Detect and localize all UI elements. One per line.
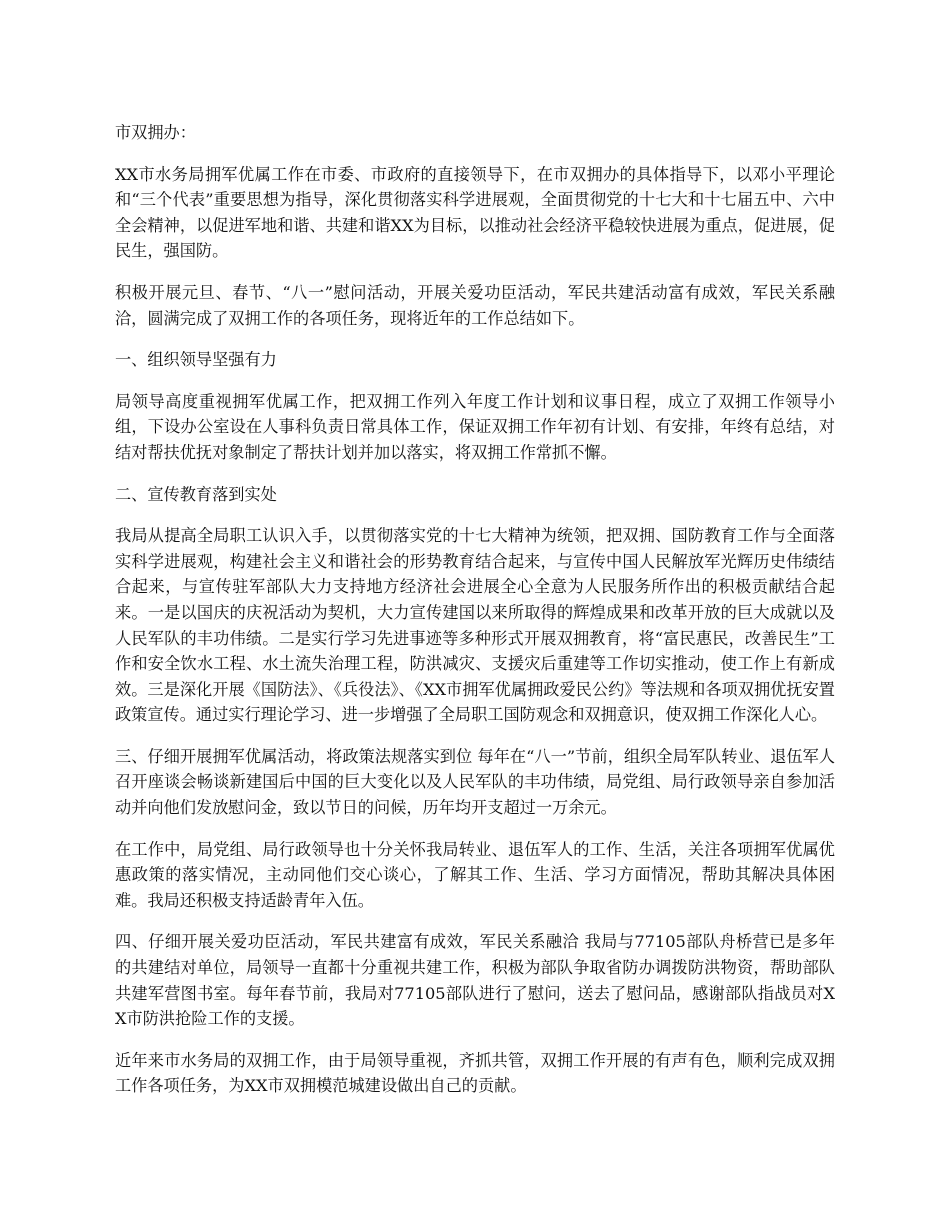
section-body-joint-building: 四、仔细开展关爱功臣活动，军民共建富有成效，军民关系融洽 我局与77105部队舟桥营已是多年的共建结对单位，局领导一直都十分重视共建工作，积极为部队争取省防办调拨防洪物资，帮助部队共建军营图书室。每年春节前，我局对77105部队进行了慰问，送去了慰问品，感谢部队指战员对XX市防洪抢险工作的支援。 — [115, 932, 835, 1029]
section-heading-education: 二、宣传教育落到实处 — [115, 484, 277, 504]
section-heading-organization: 一、组织领导坚强有力 — [115, 350, 277, 370]
section-body-support-activities: 三、仔细开展拥军优属活动，将政策法规落实到位 每年在“八一”节前，组织全局军队转业、退伍军人召开座谈会畅谈新建国后中国的巨大变化以及人民军队的丰功伟绩，局党组、局行政领导亲自参加活动并向他们发放慰问金，致以节日的问候，历年均开支超过一万余元。 — [115, 746, 835, 818]
closing-paragraph: 近年来市水务局的双拥工作，由于局领导重视，齐抓共管，双拥工作开展的有声有色，顺利完成双拥工作各项任务，为XX市双拥模范城建设做出自己的贡献。 — [115, 1050, 835, 1096]
section-body-education: 我局从提高全局职工认识入手，以贯彻落实党的十七大精神为统领，把双拥、国防教育工作与全面落实科学进展观，构建社会主义和谐社会的形势教育结合起来，与宣传中国人民解放军光辉历史伟绩结合起来，与宣传驻军部队大力支持地方经济社会进展全心全意为人民服务所作出的积极贡献结合起来。一是以国庆的庆祝活动为契机，大力宣传建国以来所取得的辉煌成果和改革开放的巨大成就以及人民军队的丰功伟绩。二是实行学习先进事迹等多种形式开展双拥教育，将“富民惠民，改善民生”工作和安全饮水工程、水土流失治理工程，防洪减灾、支援灾后重建等工作切实推动，使工作上有新成效。三是深化开展《国防法》、《兵役法》、《XX市拥军优属拥政爱民公约》等法规和各项双拥优抚安置政策宣传。通过实行理论学习、进一步增强了全局职工国防观念和双拥意识，使双拥工作深化人心。 — [115, 526, 835, 725]
summary-paragraph: 积极开展元旦、春节、“八一”慰问活动，开展关爱功臣活动，军民共建活动富有成效，军民关系融洽，圆满完成了双拥工作的各项任务，现将近年的工作总结如下。 — [115, 282, 835, 328]
salutation: 市双拥办： — [115, 123, 196, 142]
section-body-care-veterans: 在工作中，局党组、局行政领导也十分关怀我局转业、退伍军人的工作、生活，关注各项拥军优属优惠政策的落实情况，主动同他们交心谈心，了解其工作、生活、学习方面情况，帮助其解决具体困难。我局还积极支持适龄青年入伍。 — [115, 839, 835, 910]
intro-paragraph: XX市水务局拥军优属工作在市委、市政府的直接领导下，在市双拥办的具体指导下，以邓小平理论和“三个代表”重要思想为指导，深化贯彻落实科学进展观，全面贯彻党的十七大和十七届五中、六中全会精神，以促进军地和谐、共建和谐XX为目标，以推动社会经济平稳较快进展为重点，促进展，促民生，强国防。 — [115, 164, 835, 261]
section-body-organization: 局领导高度重视拥军优属工作，把双拥工作列入年度工作计划和议事日程，成立了双拥工作领导小组，下设办公室设在人事科负责日常具体工作，保证双拥工作年初有计划、有安排，年终有总结，对结对帮扶优抚对象制定了帮扶计划并加以落实，将双拥工作常抓不懈。 — [115, 391, 835, 462]
